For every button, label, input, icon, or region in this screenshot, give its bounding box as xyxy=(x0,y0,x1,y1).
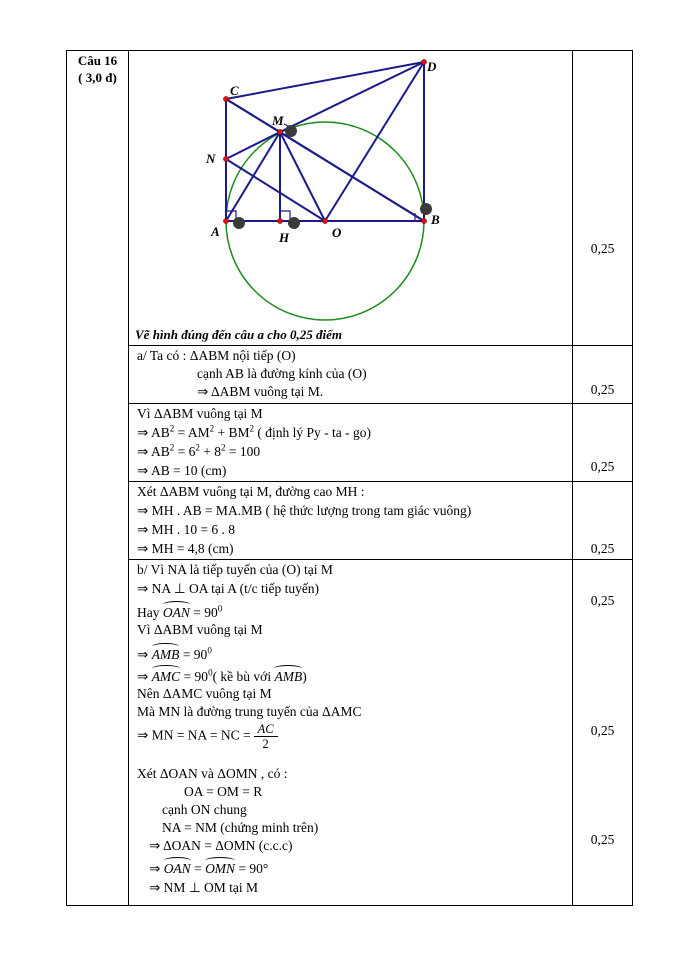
part-b-line-11: OA = OM = R xyxy=(184,784,263,799)
part-a2-line-2: ⇒ $AB^2 = AM^2 + BM^2$ ( định lý Py - ta - go) xyxy=(137,423,371,440)
part-a3-line-3: ⇒ MH . 10 = 6 . 8 xyxy=(137,522,236,537)
part-b-line-5: ⇒ AMB = $90^0$ xyxy=(137,645,212,662)
part-b-line-1: b/ Vì NA là tiếp tuyến của (O) tại M xyxy=(137,562,333,577)
part-a3-score-cell xyxy=(573,482,633,560)
part-b-line-14: ⇒ ΔOAN = ΔOMN (c.c.c) xyxy=(149,838,293,853)
part-a1-score-cell xyxy=(573,346,633,404)
part-b-line-16: ⇒ NM ⊥ OM tại M xyxy=(149,880,258,895)
part-b-line-6: ⇒ AMC = $90^0$( kề bù với AMB) xyxy=(137,667,307,684)
part-a3-line-1: Xét ΔABM vuông tại M, đường cao MH : xyxy=(137,484,365,499)
part-b-score-2: 0,25 xyxy=(590,723,615,738)
part-a1-line-3: ⇒ ΔABM vuông tại M. xyxy=(197,384,324,399)
label-d: D xyxy=(427,59,437,74)
part-a2-score-cell xyxy=(573,404,633,482)
part-a2-score: 0,25 xyxy=(590,459,615,474)
figure-score-cell xyxy=(573,51,633,346)
fraction-ac-over-2: $\frac{AC}{2}$ xyxy=(254,722,278,751)
part-a2-line-1: Vì ΔABM vuông tại M xyxy=(137,406,263,421)
part-b-line-15: ⇒ OAN = OMN = 90° xyxy=(149,861,269,876)
part-b-line-12: cạnh ON chung xyxy=(162,802,247,817)
part-b-line-7: Nên ΔAMC vuông tại M xyxy=(137,686,272,701)
part-b-line-8: Mà MN là đường trung tuyến của ΔAMC xyxy=(137,704,362,719)
part-a3-line-2: ⇒ MH . AB = MA.MB ( hệ thức lượng trong tam giác vuông) xyxy=(137,503,472,518)
part-b-line-2: ⇒ NA ⊥ OA tại A (t/c tiếp tuyến) xyxy=(137,581,320,596)
question-cell xyxy=(67,51,129,906)
figure-score: 0,25 xyxy=(590,241,615,256)
figure-cell xyxy=(129,51,573,346)
segments xyxy=(226,62,424,221)
part-b-line-13: NA = NM (chứng minh trên) xyxy=(162,820,319,835)
part-a1-line-1: a/ Ta có : ΔABM nội tiếp (O) xyxy=(137,348,296,363)
part-a3-score: 0,25 xyxy=(590,541,615,556)
question-points: ( 3,0 đ) xyxy=(78,70,117,85)
part-b-score-3: 0,25 xyxy=(590,832,615,847)
part-b-score-1: 0,25 xyxy=(590,593,615,608)
part-b-line-3: Hay OAN = $90^0$ xyxy=(137,603,223,620)
part-b-cell xyxy=(129,560,573,906)
part-b-line-10: Xét ΔOAN và ΔOMN , có : xyxy=(137,766,288,781)
part-a1-line-2: cạnh AB là đường kính của (O) xyxy=(197,366,367,381)
part-b-line-4: Vì ΔABM vuông tại M xyxy=(137,622,263,637)
label-c: C xyxy=(230,83,239,98)
part-b-line-9: ⇒ MN = NA = NC = $\frac{AC}{2}$ xyxy=(137,722,278,751)
part-a1-score: 0,25 xyxy=(590,382,615,397)
part-a2-line-4: ⇒ AB = 10 (cm) xyxy=(137,463,227,478)
part-a3-cell xyxy=(129,482,573,560)
geometry-figure xyxy=(129,51,440,326)
figure-caption: Vẽ hình đúng đến câu a cho 0,25 điểm xyxy=(135,327,342,342)
label-m: M xyxy=(272,113,284,128)
part-a3-line-4: ⇒ MH = 4,8 (cm) xyxy=(137,541,234,556)
label-o: O xyxy=(332,225,342,240)
label-n: N xyxy=(206,151,216,166)
question-title: Câu 16 xyxy=(77,53,118,68)
solution-table xyxy=(66,50,633,906)
label-h: H xyxy=(279,230,290,245)
points xyxy=(223,59,426,223)
part-a1-cell xyxy=(129,346,573,404)
part-a2-cell xyxy=(129,404,573,482)
label-b: B xyxy=(431,212,440,227)
part-b-score-cell xyxy=(573,560,633,906)
part-a2-line-3: ⇒ $AB^2 = 6^2 + 8^2 = 100$ xyxy=(137,442,261,459)
label-a: A xyxy=(211,224,220,239)
